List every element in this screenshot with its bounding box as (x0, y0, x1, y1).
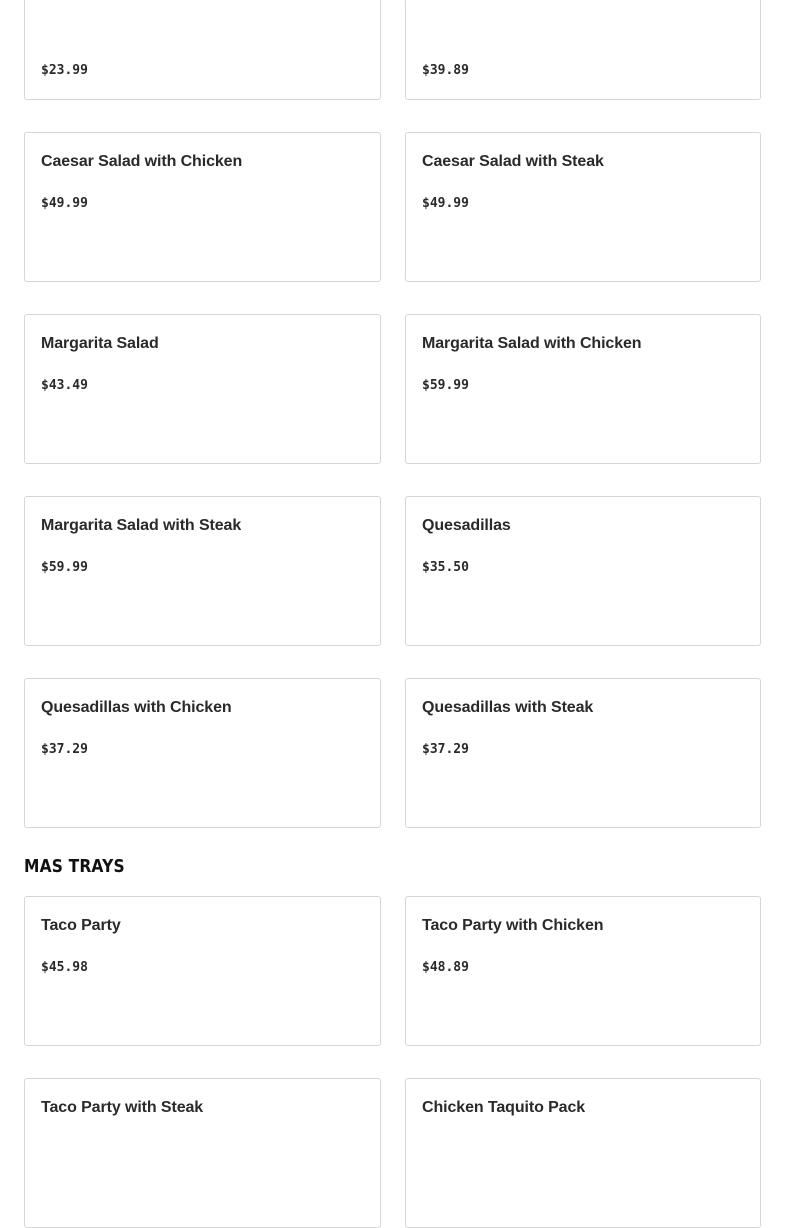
menu-item-name: Chicken Taquito Pack (422, 1099, 586, 1116)
menu-item-card[interactable] (24, 896, 381, 1046)
menu-item-price: $49.99 (422, 196, 469, 211)
menu-item-price: $37.29 (41, 742, 88, 757)
menu-item-card[interactable] (24, 132, 381, 282)
menu-item-price: $43.49 (41, 378, 88, 393)
menu-item-name: Taco Party with Steak (41, 1099, 204, 1116)
mas-trays-grid (24, 896, 785, 1228)
menu-item-name: Taco Party with Chicken (422, 917, 604, 934)
menu-item-name: Caesar Salad with Steak (422, 153, 604, 170)
menu-item-price: $59.99 (422, 378, 469, 393)
menu-item-card[interactable] (405, 1078, 761, 1228)
menu-item-name: Margarita Salad with Steak (41, 517, 242, 534)
menu-item-price: $59.99 (41, 560, 88, 575)
menu-item-name: Taco Party (41, 917, 121, 934)
menu-item-card[interactable] (405, 132, 761, 282)
menu-item-card[interactable] (405, 896, 761, 1046)
menu-item-name: Quesadillas with Steak (422, 699, 594, 716)
menu-item-price: $49.99 (41, 196, 88, 211)
menu-item-card[interactable] (24, 314, 381, 464)
menu-item-card[interactable] (24, 678, 381, 828)
menu-item-price: $39.89 (422, 63, 469, 78)
menu-item-name: Margarita Salad (41, 335, 159, 352)
menu-item-card[interactable] (24, 496, 381, 646)
menu-item-card[interactable] (405, 678, 761, 828)
menu-item-price: $37.29 (422, 742, 469, 757)
menu-item-card[interactable] (24, 0, 381, 100)
menu-item-price: $35.50 (422, 560, 469, 575)
menu-grid-top (24, 0, 785, 100)
menu-item-name: Quesadillas (422, 517, 511, 534)
menu-item-card[interactable] (405, 0, 761, 100)
section-title-mas-trays: MAS TRAYS (24, 856, 125, 877)
menu-item-name: Margarita Salad with Chicken (422, 335, 642, 352)
menu-item-price: $45.98 (41, 960, 88, 975)
menu-item-price: $48.89 (422, 960, 469, 975)
menu-item-name: Quesadillas with Chicken (41, 699, 232, 716)
menu-item-name: Caesar Salad with Chicken (41, 153, 243, 170)
menu-grid (24, 132, 785, 828)
menu-item-card[interactable] (405, 314, 761, 464)
menu-item-price: $23.99 (41, 63, 88, 78)
menu-item-card[interactable] (24, 1078, 381, 1228)
menu-item-card[interactable] (405, 496, 761, 646)
